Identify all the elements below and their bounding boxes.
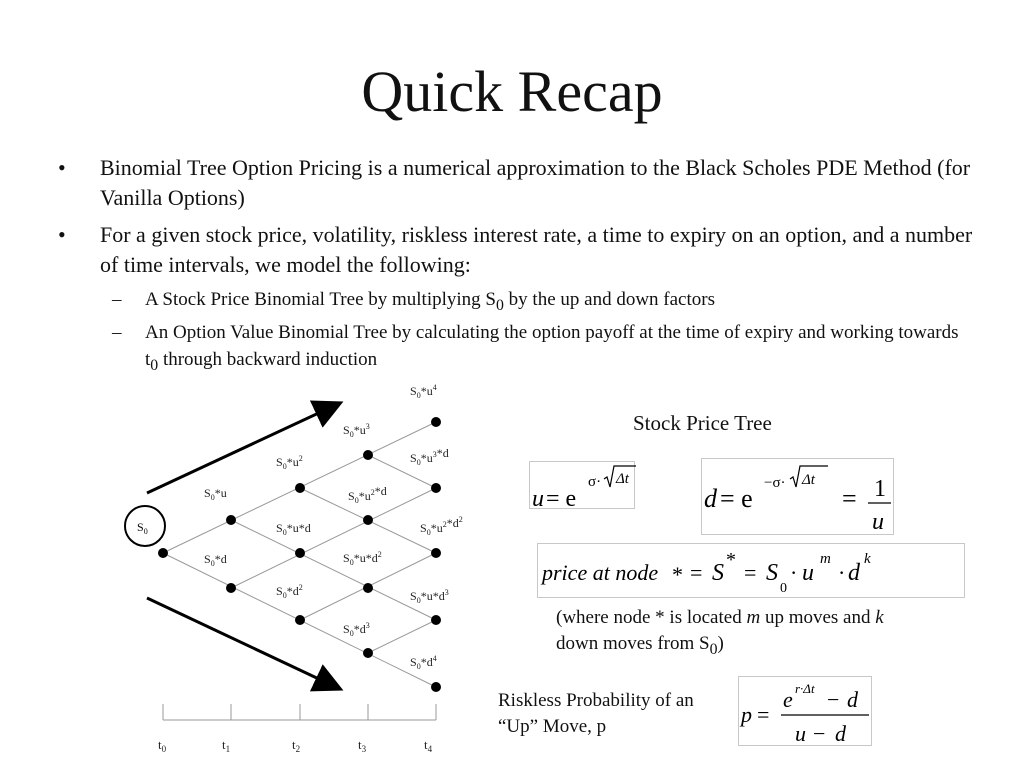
svg-text:=: =: [690, 560, 703, 585]
root-label: $S_0$: [137, 520, 148, 536]
u-equation: [529, 461, 635, 509]
bullet-2-text: For a given stock price, volatility, riskless interest rate, a time to expiry on an option, and a number of time intervals, we model the following:: [100, 222, 973, 277]
d-equation-graphic: [702, 459, 895, 536]
svg-text:0: 0: [780, 581, 787, 596]
svg-text:d: d: [847, 687, 858, 712]
node-label: $S_0*d^2$: [276, 583, 303, 600]
bullet-mark: •: [58, 222, 66, 247]
svg-text:d: d: [704, 484, 717, 513]
tree-node: [431, 483, 441, 493]
u-equation-graphic: [530, 462, 636, 510]
node-label: $S_0*u^3*d$: [410, 446, 449, 467]
stock-price-tree-label: Stock Price Tree: [633, 411, 772, 435]
down-arrow: [147, 598, 338, 688]
svg-text:Δt: Δt: [616, 471, 629, 487]
tree-node: [363, 648, 373, 658]
svg-text:S: S: [712, 560, 724, 586]
tree-node: [226, 515, 236, 525]
tree-node: [295, 615, 305, 625]
time-label: $t_3$: [358, 737, 367, 754]
d-equation: [701, 458, 894, 535]
tree-node: [363, 583, 373, 593]
time-label: $t_1$: [222, 737, 231, 754]
tree-node: [431, 615, 441, 625]
time-axis: [163, 704, 436, 720]
tree-node: [363, 450, 373, 460]
svg-text:=: =: [842, 484, 857, 513]
svg-text:·: ·: [790, 560, 798, 585]
time-label: $t_2$: [292, 737, 301, 754]
node-labels: [204, 383, 463, 671]
tree-node: [226, 583, 236, 593]
tree-node: [363, 515, 373, 525]
sub-bullet-2-subscript: 0: [150, 356, 159, 374]
where-m: m: [746, 607, 761, 628]
svg-text:r·Δt: r·Δt: [795, 681, 815, 696]
node-label: $S_0*u^4$: [410, 383, 437, 400]
svg-text:=: =: [744, 560, 757, 585]
slide-title: Quick Recap: [361, 59, 663, 124]
where-sub: 0: [709, 640, 718, 658]
node-label: $S_0*u^2*d$: [348, 484, 387, 505]
svg-text:·: ·: [838, 560, 846, 585]
svg-text:−: −: [813, 721, 826, 746]
where-text-2: up moves and: [760, 607, 876, 628]
tree-node: [295, 548, 305, 558]
node-label: $S_0*d$: [204, 552, 227, 568]
svg-text:u: u: [532, 486, 544, 510]
svg-text:d: d: [835, 721, 846, 746]
root-circle: [125, 506, 165, 546]
sub-bullet-1-pre: A Stock Price Binomial Tree by multiplying S: [145, 289, 496, 310]
node-label: $S_0*u*d$: [276, 521, 311, 537]
sub-bullet-2-pre: An Option Value Binomial Tree by calculating the option payoff at the time of expiry and working towards t: [145, 322, 959, 370]
svg-text:price at node: price at node: [542, 560, 659, 585]
svg-text:m: m: [820, 551, 831, 567]
svg-text:−: −: [827, 687, 840, 712]
svg-text:σ·: σ·: [588, 474, 602, 490]
time-label: $t_0$: [158, 737, 167, 754]
tree-node: [431, 417, 441, 427]
bullet-mark: •: [58, 155, 66, 180]
up-arrow: [147, 404, 338, 493]
riskless-probability-label: Riskless Probability of an “Up” Move, p: [498, 690, 694, 737]
svg-text:p: p: [741, 702, 752, 727]
dash-mark: –: [112, 289, 122, 310]
where-text-4: ): [717, 633, 724, 654]
svg-text:Δt: Δt: [802, 472, 815, 488]
sub-bullet-2-post: through backward induction: [158, 349, 378, 370]
tree-node: [431, 682, 441, 692]
price-equation-graphic: [538, 544, 966, 599]
svg-text:= e: = e: [546, 486, 577, 510]
time-label: $t_4$: [424, 737, 433, 754]
node-label: $S_0*u*d^2$: [343, 550, 382, 567]
tree-node: [431, 548, 441, 558]
svg-text:e: e: [783, 687, 793, 712]
p-equation-graphic: [739, 677, 873, 747]
tree-node: [295, 483, 305, 493]
node-label: $S_0*u^2*d^2$: [420, 515, 463, 537]
svg-text:*: *: [672, 562, 683, 587]
svg-text:*: *: [726, 549, 736, 571]
node-label: $S_0*u^3$: [343, 422, 370, 439]
svg-text:1: 1: [874, 476, 886, 502]
sub-bullet-1-post: by the up and down factors: [503, 289, 715, 310]
node-label: $S_0*u^2$: [276, 454, 303, 471]
where-text-3: down moves from S: [556, 633, 710, 654]
node-label: $S_0*d^4$: [410, 654, 437, 671]
sub-bullet-1-subscript: 0: [496, 296, 504, 314]
price-at-node-equation: [537, 543, 965, 598]
svg-text:= e: = e: [720, 484, 753, 513]
where-text-1: (where node * is located: [556, 607, 747, 628]
svg-text:u: u: [795, 721, 806, 746]
where-k: k: [875, 607, 884, 628]
svg-text:d: d: [848, 560, 860, 586]
svg-text:=: =: [757, 702, 770, 727]
bullet-1-text: Binomial Tree Option Pricing is a numerical approximation to the Black Scholes PDE Method (for Vanilla Options): [100, 155, 971, 210]
node-label: $S_0*u$: [204, 486, 227, 502]
time-labels: [158, 737, 433, 754]
tree-node: [158, 548, 168, 558]
p-equation: [738, 676, 872, 746]
svg-text:S: S: [766, 560, 778, 586]
svg-text:u: u: [872, 509, 884, 535]
svg-text:−σ·: −σ·: [764, 475, 786, 491]
dash-mark: –: [112, 322, 122, 343]
node-label: $S_0*d^3$: [343, 621, 370, 638]
svg-text:k: k: [864, 551, 871, 567]
where-node-note: [556, 605, 906, 663]
node-label: $S_0*u*d^3$: [410, 588, 449, 605]
svg-text:u: u: [802, 560, 814, 586]
